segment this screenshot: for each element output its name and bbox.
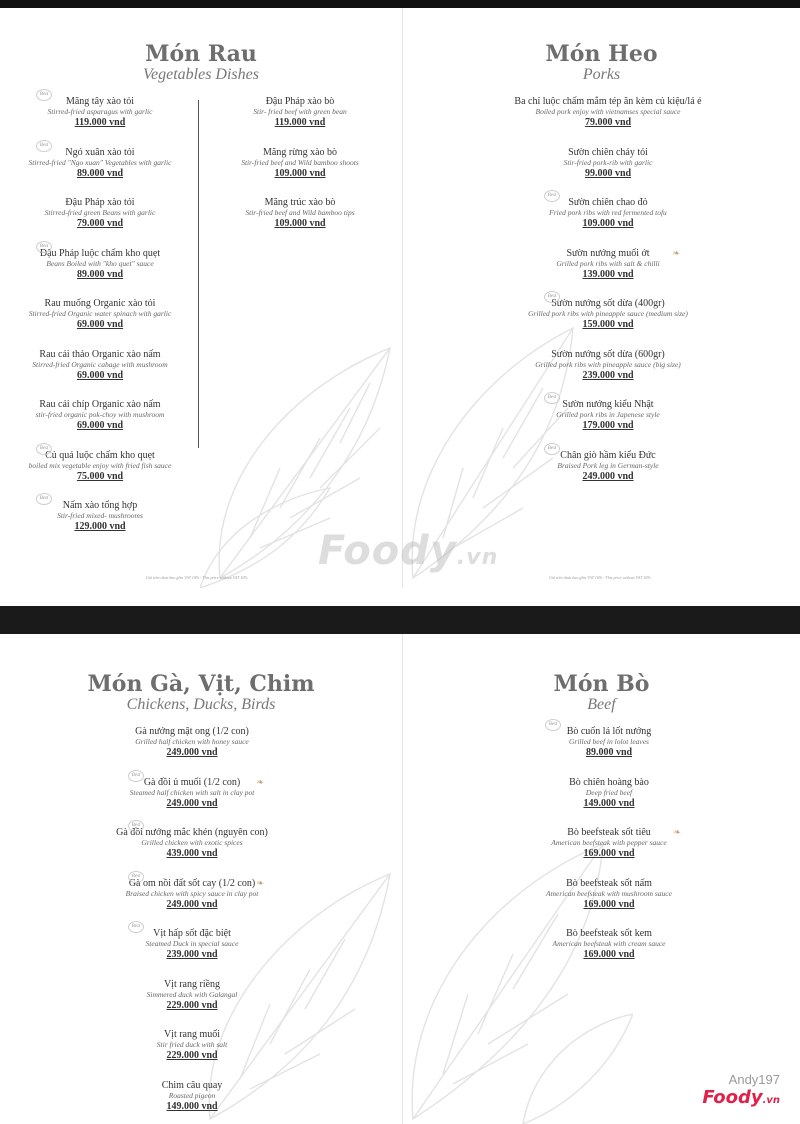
dish-price: 109.000 vnd [582, 218, 634, 229]
dish-name: Chân giò hầm kiểu Đức [560, 449, 656, 461]
page-chickens [0, 634, 402, 1124]
menu-item [92, 823, 292, 860]
page-vegetables [0, 8, 402, 588]
dish-name: Bò cuốn lá lốt nướng [566, 726, 652, 737]
dish-price: 249.000 vnd [166, 797, 218, 809]
dish-price: 99.000 vnd [584, 167, 632, 179]
dish-name: Củ quả luộc chấm kho quẹt [45, 449, 155, 461]
menu-item [200, 96, 400, 129]
menu-item [508, 248, 708, 281]
menu-item [0, 298, 200, 331]
dish-price: 179.000 vnd [582, 420, 634, 431]
dish-description: Steamed Duck in special sauce [145, 939, 239, 948]
section-title-vn: Món Bò [553, 671, 650, 697]
dish-price: 109.000 vnd [274, 167, 326, 179]
dish-description: Stirred-fried asparagus with garlic [47, 107, 153, 116]
menu-item [0, 197, 200, 230]
section-title-en: Vegetables Dishes [143, 66, 259, 83]
page-porks [403, 8, 800, 588]
dish-price: 89.000 vnd [585, 747, 633, 758]
best-badge: Best [36, 443, 52, 455]
section-title-vn: Món Rau [145, 41, 257, 67]
dish-description: American beefsteak with mushroom sauce [546, 888, 672, 898]
leaf-watermark-graphic [403, 824, 633, 1124]
top-dark-band [0, 0, 800, 8]
menu-spread-bottom [0, 634, 800, 1124]
watermark-tld: .vn [456, 545, 499, 570]
menu-spread-top [0, 8, 800, 588]
dish-description: Grilled pork ribs in Japenese style [556, 410, 660, 419]
menu-item [509, 777, 709, 810]
dish-name: Gà om nồi đất sốt cay (1/2 con) [128, 877, 256, 889]
menu-item [0, 142, 200, 180]
dish-price: 159.000 vnd [582, 319, 634, 330]
best-badge: Best [545, 719, 561, 731]
section-title [0, 42, 402, 84]
dish-price: 239.000 vnd [166, 949, 218, 960]
dish-description: American beefsteak with pepper sauce [551, 838, 667, 847]
menu-item [0, 243, 200, 281]
dish-price: 69.000 vnd [76, 369, 124, 381]
dish-description: Simmered duck with Galangal [146, 989, 238, 999]
dark-band [0, 606, 800, 634]
dish-description: Grilled half chicken with honey sauce [135, 737, 249, 746]
dish-description: Fried pork ribs with red fermented tofu [549, 208, 667, 217]
dish-name: Vịt rang muối [163, 1029, 221, 1040]
dish-price: 239.000 vnd [582, 369, 634, 381]
dish-name: Chim câu quay [161, 1079, 223, 1091]
dish-price: 79.000 vnd [76, 218, 124, 229]
menu-item [508, 193, 708, 230]
section-title [0, 672, 402, 714]
menu-item [92, 726, 292, 759]
dish-price: 129.000 vnd [74, 521, 126, 532]
best-badge: Best [128, 770, 144, 782]
dish-name: Bò chiên hoàng bào [569, 776, 649, 788]
dish-name: Đậu Pháp xào bò [265, 96, 335, 107]
dish-price: 229.000 vnd [166, 1050, 218, 1061]
dish-description: Braised chicken with spicy sauce in clay pot [125, 888, 259, 898]
dish-name: Sườn chiên cháy tỏi [568, 146, 648, 158]
credit-brand: Foody [702, 1087, 763, 1108]
best-badge: Best [36, 241, 52, 253]
credit-tld: .vn [762, 1095, 780, 1106]
best-badge: Best [544, 443, 560, 455]
menu-item [92, 1029, 292, 1062]
menu-item [508, 395, 708, 432]
dish-price: 149.000 vnd [583, 797, 635, 809]
dish-price: 119.000 vnd [274, 117, 326, 128]
dish-price: 229.000 vnd [166, 999, 218, 1011]
dish-name: Rau cải chíp Organic xào nấm [39, 399, 161, 410]
dish-description: Braised Pork leg in German-style [557, 460, 659, 470]
dish-description: stir-fried organic pok-choy with mushroom [35, 410, 165, 419]
dish-name: Măng rừng xào bò [262, 146, 338, 158]
dish-price: 109.000 vnd [274, 218, 326, 229]
dish-description: Stir-fried beef and Wild bamboo tips [245, 208, 355, 217]
foody-watermark [318, 528, 498, 574]
menu-item [200, 197, 400, 230]
vat-footnote: Giá trên chưa bao gồm VAT 10% - This price without VAT 10% [549, 575, 651, 580]
column-divider [198, 100, 199, 448]
dish-description: Grilled pork ribs with pineapple sauce (medium size) [528, 309, 688, 318]
best-badge: Best [544, 190, 560, 202]
section-title [403, 42, 800, 84]
dish-description: Stir fried duck with salt [156, 1040, 228, 1049]
section-title-vn: Món Gà, Vịt, Chim [87, 671, 315, 697]
dish-name: Gà đồi nướng mắc khén (nguyên con) [116, 827, 268, 838]
chili-icon: ❧ [256, 776, 264, 787]
dish-price: 439.000 vnd [166, 848, 218, 859]
vat-footnote: Giá trên chưa bao gồm VAT 10% - This price without VAT 10% [146, 575, 248, 580]
dish-price: 79.000 vnd [584, 117, 632, 128]
dish-description: Stirred-fried "Ngo xuan" Vegetables with garlic [28, 157, 172, 167]
menu-item [509, 928, 709, 961]
best-badge: Best [128, 921, 144, 933]
best-badge: Best [36, 89, 52, 101]
best-badge: Best [36, 493, 52, 505]
dish-price: 149.000 vnd [166, 1100, 218, 1112]
menu-item [92, 873, 292, 911]
dish-description: Stir-fried pork-rib with garlic [563, 157, 653, 167]
dish-price: 249.000 vnd [166, 898, 218, 910]
dish-description: Stirred-fried Organic water spinach with garlic [28, 309, 172, 318]
dish-name: Gà đồi ủ muối (1/2 con) [143, 776, 241, 788]
dish-name: Vịt rang riềng [163, 978, 221, 990]
menu-item [92, 979, 292, 1012]
dish-name: Bò beefsteak sốt tiêu [567, 827, 651, 838]
spread-separator [0, 588, 800, 634]
best-badge: Best [128, 820, 144, 832]
dish-name: Măng trúc xào bò [264, 197, 336, 208]
section-title [403, 672, 800, 714]
dish-price: 249.000 vnd [582, 470, 634, 482]
menu-item [509, 878, 709, 911]
section-title-en: Porks [582, 66, 621, 83]
dish-name: Ngó xuân xào tỏi [65, 146, 135, 158]
dish-price: 169.000 vnd [583, 898, 635, 910]
dish-description: Steamed half chicken with salt in clay pot [129, 787, 255, 797]
dish-description: boiled mix vegetable enjoy with fried fish sauce [28, 460, 172, 470]
dish-price: 69.000 vnd [76, 319, 124, 330]
dish-name: Vịt hấp sốt đặc biệt [153, 928, 231, 939]
dish-description: American beefsteak with cream sauce [552, 939, 666, 948]
foody-logo [702, 1088, 780, 1111]
chili-icon: ❧ [256, 877, 264, 888]
dish-name: Măng tây xào tỏi [65, 96, 135, 107]
dish-description: Stir- fried beef with green bean [253, 107, 347, 116]
menu-item [509, 827, 709, 860]
dish-description: Beans Boiled with "kho quet" sauce [46, 258, 154, 268]
dish-name: Đậu Pháp xào tỏi [65, 197, 135, 208]
dish-price: 139.000 vnd [582, 268, 634, 280]
dish-price: 169.000 vnd [583, 848, 635, 859]
dish-price: 75.000 vnd [76, 470, 124, 482]
best-badge: Best [544, 392, 560, 404]
menu-item [0, 349, 200, 382]
dish-name: Gà nướng mật ong (1/2 con) [135, 726, 249, 737]
menu-item [92, 772, 292, 810]
dish-name: Sườn nướng muối ớt [566, 247, 650, 259]
dish-name: Bò beefsteak sốt kem [566, 928, 652, 939]
dish-price: 69.000 vnd [76, 420, 124, 431]
dish-name: Nấm xào tổng hợp [62, 500, 138, 511]
dish-name: Rau cải thảo Organic xào nấm [39, 348, 161, 360]
dish-description: Grilled chicken with exotic spices [141, 838, 243, 847]
dish-name: Sườn chiên chao đỏ [568, 197, 648, 208]
dish-name: Sườn nướng sốt dừa (400gr) [551, 298, 665, 309]
dish-name: Bò beefsteak sốt nấm [566, 877, 652, 889]
menu-item [508, 445, 708, 483]
menu-item [508, 294, 708, 331]
dish-description: Stir-fried mixed- mushrooms [57, 511, 143, 520]
dish-price: 169.000 vnd [583, 949, 635, 960]
dish-name: Đậu Pháp luộc chấm kho quẹt [39, 247, 161, 259]
dish-description: Stir-fried beef and Wild bamboo shoots [241, 157, 359, 167]
dish-name: Ba chỉ luộc chấm mắm tép ăn kèm củ kiệu/lá é [514, 96, 702, 107]
menu-item [509, 722, 709, 759]
menu-item [0, 496, 200, 533]
dish-description: Grilled beef in lolot leaves [569, 737, 649, 746]
menu-item [508, 147, 708, 180]
watermark-brand: Foody [318, 528, 457, 574]
chili-icon: ❧ [673, 827, 681, 837]
page-beef [403, 634, 800, 1124]
dish-description: Deep fried beef [585, 787, 633, 797]
menu-item [0, 399, 200, 432]
best-badge: Best [36, 140, 52, 152]
dish-description: Roasted pigeon [168, 1090, 216, 1100]
section-title-en: Beef [587, 696, 616, 713]
dish-price: 249.000 vnd [166, 747, 218, 758]
credit-username: Andy197 [728, 1072, 780, 1087]
menu-item [0, 92, 200, 129]
menu-item [92, 924, 292, 961]
menu-item [508, 349, 708, 382]
dish-description: Grilled pork ribs with salt & chilli [556, 258, 660, 268]
chili-icon: ❧ [672, 247, 680, 258]
dish-description: Grilled pork ribs with pineapple sauce (big size) [535, 359, 681, 369]
dish-description: Boiled pork enjoy with vietnamses special sauce [535, 107, 681, 116]
best-badge: Best [544, 291, 560, 303]
menu-item [92, 1080, 292, 1113]
menu-item [200, 147, 400, 180]
menu-item [0, 445, 200, 483]
dish-price: 119.000 vnd [74, 117, 126, 128]
dish-price: 89.000 vnd [76, 268, 124, 280]
photo-credit [702, 1072, 780, 1111]
dish-name: Sườn nướng sốt dừa (600gr) [551, 348, 665, 360]
menu-item [508, 96, 708, 129]
best-badge: Best [128, 871, 144, 883]
dish-price: 89.000 vnd [76, 167, 124, 179]
dish-description: Stirred-fried Organic cabage with mushroom [32, 359, 168, 369]
dish-name: Sườn nướng kiểu Nhật [562, 399, 654, 410]
dish-name: Rau muống Organic xào tỏi [44, 298, 156, 309]
section-title-en: Chickens, Ducks, Birds [126, 696, 276, 713]
dish-description: Stirred-fried green Beans with garlic [44, 208, 156, 217]
section-title-vn: Món Heo [545, 41, 658, 67]
